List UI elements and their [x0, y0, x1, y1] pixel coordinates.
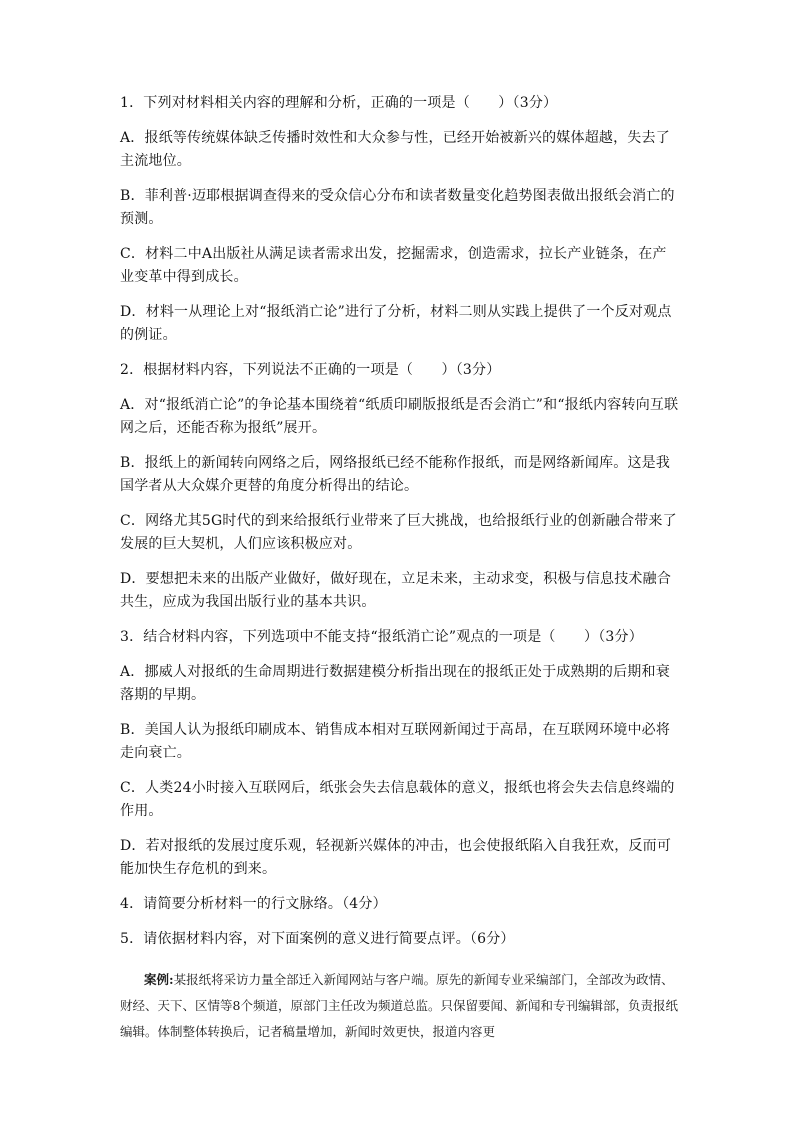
question-1-option-a: A．报纸等传统媒体缺乏传播时效性和大众参与性，已经开始被新兴的媒体超越，失去了主流地位。: [120, 130, 670, 169]
case-label: 案例:: [144, 972, 174, 987]
question-section: [120, 92, 680, 1058]
question-2-stem: 2．根据材料内容，下列说法不正确的一项是（ ）（3分）: [120, 362, 501, 378]
case-text: 某报纸将采访力量全部迁入新闻网站与客户端。原先的新闻专业采编部门，全部改为政情、财经、天下、区情等8个频道，原部门主任改为频道总监。只保留要闻、新闻和专刊编辑部，负责报纸编辑。体制整体转换后，记者稿量增加，新闻时效更快，报道内容更: [120, 972, 678, 1039]
question-2-option-a: A．对“报纸消亡论”的争论基本围绕着“纸质印刷版报纸是否会消亡”和“报纸内容转向互联网之后，还能否称为报纸”展开。: [120, 397, 679, 436]
question-3-option-b: B．美国人认为报纸印刷成本、销售成本相对互联网新闻过于高昂，在互联网环境中必将走向衰亡。: [120, 722, 671, 761]
question-2-option-d: D．要想把未来的出版产业做好，做好现在，立足未来，主动求变，积极与信息技术融合共生，应成为我国出版行业的基本共识。: [120, 571, 672, 610]
question-3-option-a: A．挪威人对报纸的生命周期进行数据建模分析指出现在的报纸正处于成熟期的后期和衰落期的早期。: [120, 664, 670, 703]
question-3-option-c: C．人类24小时接入互联网后，纸张会失去信息载体的意义，报纸也将会失去信息终端的作用。: [120, 780, 675, 819]
case-paragraph: [120, 967, 680, 1045]
question-2-option-b: B．报纸上的新闻转向网络之后，网络报纸已经不能称作报纸，而是网络新闻库。这是我国学者从大众媒介更替的角度分析得出的结论。: [120, 455, 671, 494]
question-1-stem: 1．下列对材料相关内容的理解和分析，正确的一项是（ ）（3分）: [120, 95, 558, 111]
question-2-option-c: C．网络尤其5G时代的到来给报纸行业带来了巨大挑战，也给报纸行业的创新融合带来了发展的巨大契机，人们应该积极应对。: [120, 513, 677, 552]
question-3-option-d: D．若对报纸的发展过度乐观，轻视新兴媒体的冲击，也会使报纸陷入自我狂欢，反而可能加快生存危机的到来。: [120, 838, 672, 877]
question-1-option-c: C．材料二中A出版社从满足读者需求出发，挖掘需求，创造需求，拉长产业链条，在产业变革中得到成长。: [120, 246, 667, 285]
question-3-stem: 3．结合材料内容，下列选项中不能支持“报纸消亡论”观点的一项是（ ）（3分）: [120, 629, 643, 645]
question-5-stem: 5．请依据材料内容，对下面案例的意义进行简要点评。（6分）: [120, 931, 515, 947]
question-4-stem: 4．请简要分析材料一的行文脉络。（4分）: [120, 896, 387, 912]
question-1-option-d: D．材料一从理论上对“报纸消亡论”进行了分析，材料二则从实践上提供了一个反对观点的例证。: [120, 304, 672, 343]
question-1-option-b: B．菲利普·迈耶根据调查得来的受众信心分布和读者数量变化趋势图表做出报纸会消亡的预测。: [120, 188, 675, 227]
